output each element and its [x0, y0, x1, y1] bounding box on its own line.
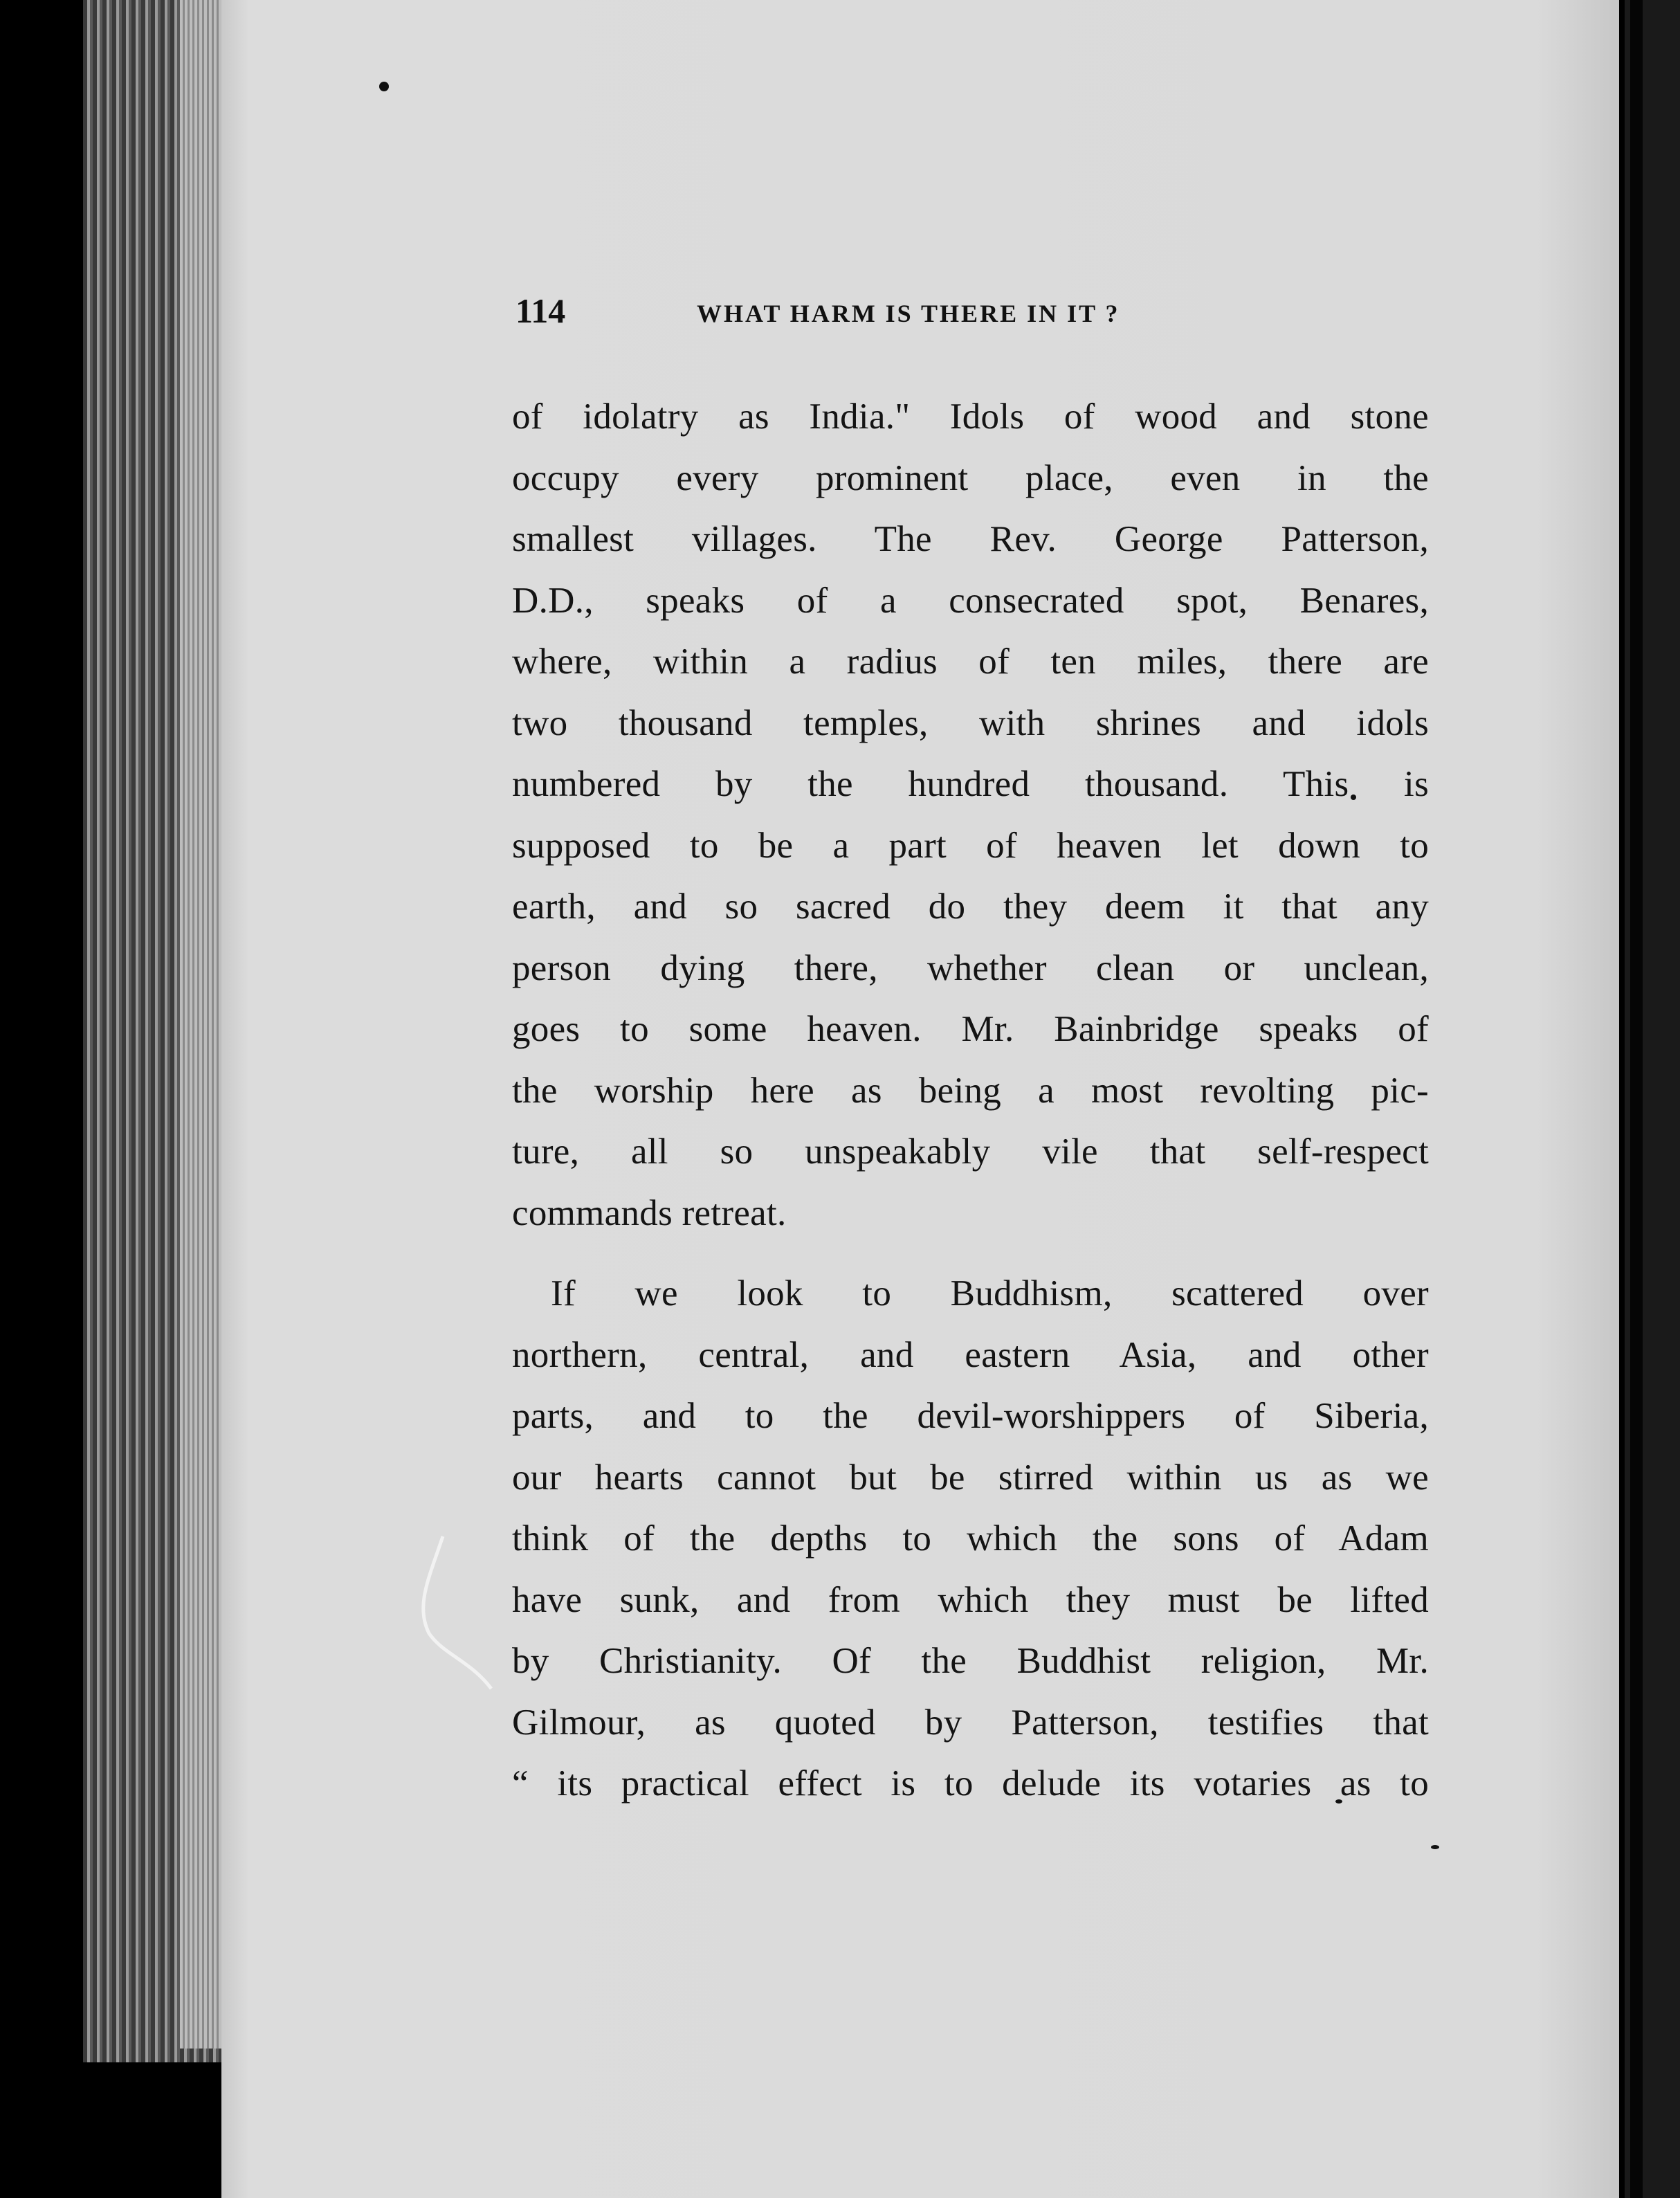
paragraph	[512, 386, 1429, 1244]
text-line: by Christianity. Of the Buddhist religion, Mr.	[512, 1641, 1429, 1681]
text-line: northern, central, and eastern Asia, and other	[512, 1334, 1429, 1375]
text-line: earth, and so sacred do they deem it that any	[512, 887, 1429, 927]
page-number: 114	[515, 291, 566, 330]
paragraph	[512, 1263, 1429, 1815]
text-line: occupy every prominent place, even in the	[512, 457, 1429, 498]
text-line: person dying there, whether clean or unclean,	[512, 947, 1429, 988]
text-line: “ its practical effect is to delude its votaries as to	[512, 1763, 1429, 1804]
text-line: the worship here as being a most revolting pic-	[512, 1070, 1429, 1111]
page-header	[515, 291, 1436, 339]
text-line: D.D., speaks of a consecrated spot, Benares,	[512, 580, 1429, 621]
text-line: think of the depths to which the sons of Adam	[512, 1518, 1429, 1559]
paragraph-gap	[512, 1244, 1429, 1263]
text-line: ture, all so unspeakably vile that self-respect	[512, 1132, 1429, 1172]
text-line: numbered by the hundred thousand. This is	[512, 764, 1429, 804]
text-line: two thousand temples, with shrines and idols	[512, 702, 1429, 743]
text-line: of idolatry as India." Idols of wood and stone	[512, 397, 1429, 437]
text-line: Gilmour, as quoted by Patterson, testifies that	[512, 1702, 1429, 1743]
pencil-mark	[387, 1523, 526, 1702]
text-line: parts, and to the devil-worshippers of Siberia,	[512, 1396, 1429, 1436]
text-line: where, within a radius of ten miles, there are	[512, 642, 1429, 682]
text-line: commands retreat.	[512, 1192, 787, 1233]
text-line: If we look to Buddhism, scattered over	[551, 1273, 1429, 1314]
ink-speck	[1431, 1845, 1439, 1849]
text-line: our hearts cannot but be stirred within us as we	[512, 1457, 1429, 1498]
body-text	[512, 386, 1429, 1815]
text-line: supposed to be a part of heaven let down to	[512, 825, 1429, 866]
scan-right-rule	[1630, 0, 1643, 2198]
ink-speck	[379, 82, 389, 91]
text-line: have sunk, and from which they must be lifted	[512, 1579, 1429, 1620]
text-line: goes to some heaven. Mr. Bainbridge speaks of	[512, 1009, 1429, 1049]
text-line: smallest villages. The Rev. George Patterson,	[512, 519, 1429, 559]
running-head: WHAT HARM IS THERE IN IT ?	[697, 300, 1120, 327]
